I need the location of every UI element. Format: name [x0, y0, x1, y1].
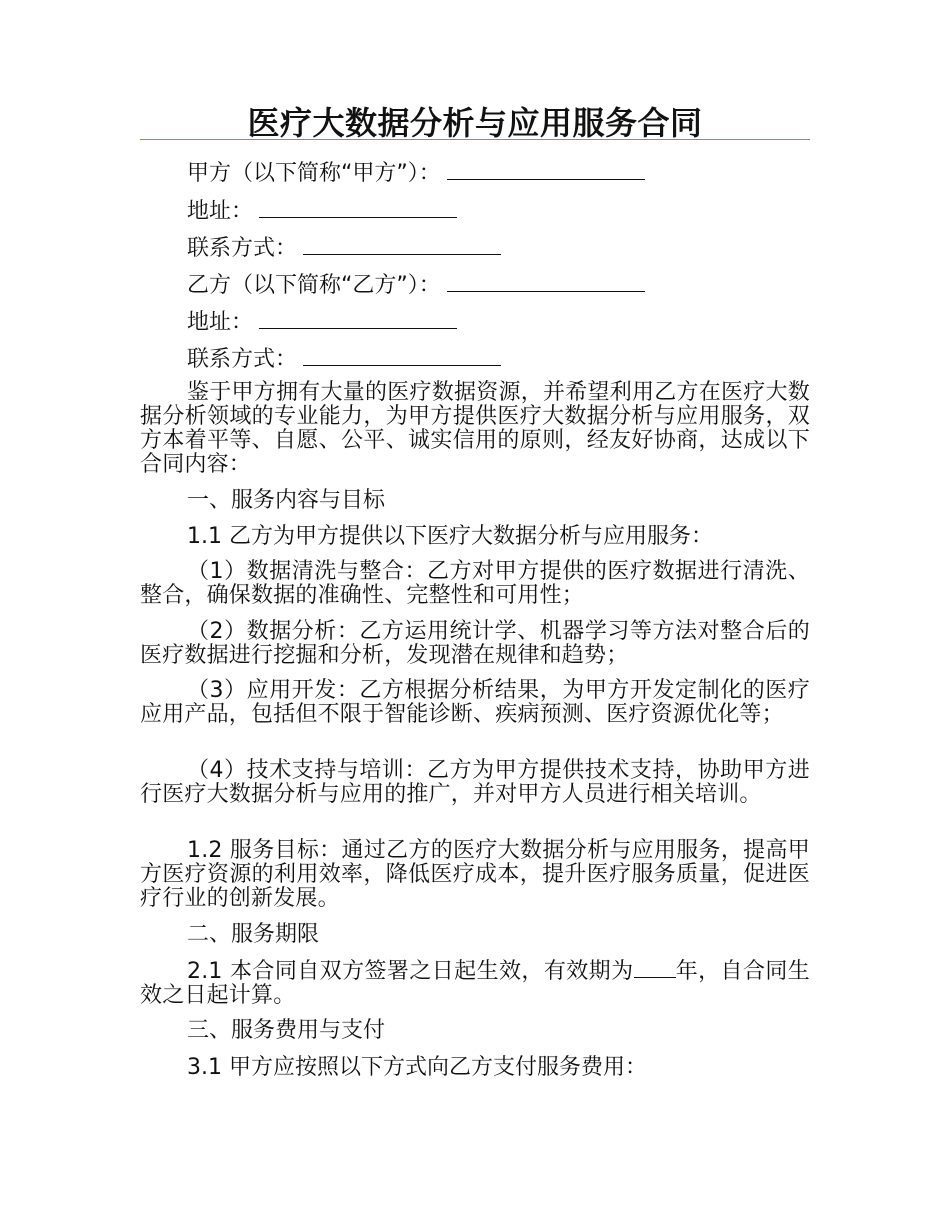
party-b-address-blank[interactable]: [259, 308, 457, 329]
section-1-heading: 一、服务内容与目标: [187, 488, 386, 513]
party-a-name-line: [187, 159, 645, 189]
clause-2-1-end: 年，自合同生效之日起计算。: [140, 959, 810, 1008]
party-b-name-line: [187, 271, 645, 301]
party-b-address-label: 地址：: [187, 310, 254, 335]
party-b-contact-label: 联系方式：: [187, 347, 298, 372]
party-a-contact-blank[interactable]: [303, 234, 501, 255]
service-item-1: （1）数据清洗与整合：乙方对甲方提供的医疗数据进行清洗、整合，确保数据的准确性、完整性和可用性；: [140, 559, 810, 608]
title-underline: [140, 139, 810, 140]
section-2-heading: 二、服务期限: [187, 922, 320, 947]
party-a-address-line: [187, 197, 457, 227]
clause-2-1: [140, 957, 810, 1008]
service-item-2: （2）数据分析：乙方运用统计学、机器学习等方法对整合后的医疗数据进行挖掘和分析，发现潜在规律和趋势；: [140, 619, 810, 668]
section-3-heading: 三、服务费用与支付: [187, 1018, 386, 1043]
service-item-4: （4）技术支持与培训：乙方为甲方提供技术支持，协助甲方进行医疗大数据分析与应用的推广，并对甲方人员进行相关培训。: [140, 758, 810, 807]
party-b-name-blank[interactable]: [447, 271, 645, 292]
clause-1-1: 1.1 乙方为甲方提供以下医疗大数据分析与应用服务：: [187, 524, 713, 549]
party-b-contact-blank[interactable]: [303, 345, 501, 366]
document-title: 医疗大数据分析与应用服务合同: [247, 104, 703, 142]
clause-1-2: 1.2 服务目标：通过乙方的医疗大数据分析与应用服务，提高甲方医疗资源的利用效率，降低医疗成本，提升医疗服务质量，促进医疗行业的创新发展。: [140, 838, 810, 911]
term-years-blank[interactable]: [634, 957, 676, 978]
preamble-paragraph: 鉴于甲方拥有大量的医疗数据资源，并希望利用乙方在医疗大数据分析领域的专业能力，为甲方提供医疗大数据分析与应用服务，双方本着平等、自愿、公平、诚实信用的原则，经友好协商，达成以下合同内容：: [140, 380, 810, 477]
party-a-contact-line: [187, 234, 501, 264]
party-a-name-label: 甲方（以下简称“甲方”）：: [187, 161, 441, 186]
party-a-contact-label: 联系方式：: [187, 236, 298, 261]
party-a-address-label: 地址：: [187, 199, 254, 224]
clause-2-1-start: 2.1 本合同自双方签署之日起生效，有效期为: [187, 959, 634, 984]
clause-3-1: 3.1 甲方应按照以下方式向乙方支付服务费用：: [187, 1055, 647, 1080]
party-b-address-line: [187, 308, 457, 338]
party-b-contact-line: [187, 345, 501, 375]
service-item-3: （3）应用开发：乙方根据分析结果，为甲方开发定制化的医疗应用产品，包括但不限于智能诊断、疾病预测、医疗资源优化等；: [140, 678, 810, 727]
party-a-address-blank[interactable]: [259, 197, 457, 218]
party-b-name-label: 乙方（以下简称“乙方”）：: [187, 273, 441, 298]
party-a-name-blank[interactable]: [447, 159, 645, 180]
